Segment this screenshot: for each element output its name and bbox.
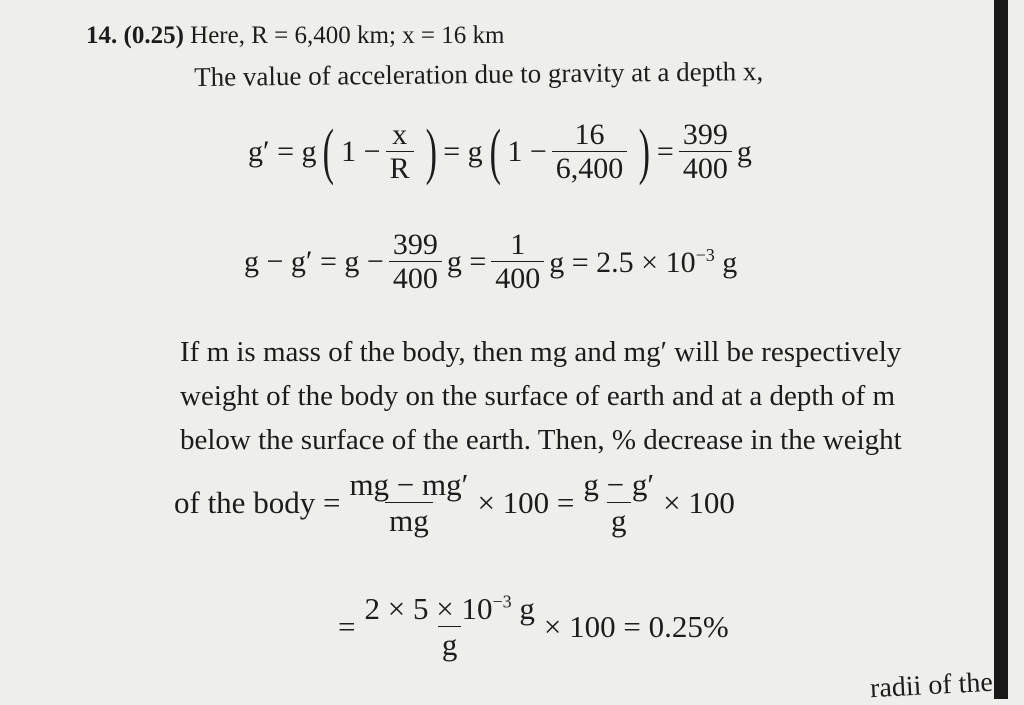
paragraph-line: If m is mass of the body, then mg and mg′ will be respectively: [180, 336, 902, 368]
paragraph-line: below the surface of the earth. Then, % decrease in the weight: [180, 424, 902, 456]
fraction-1-over-400: [491, 228, 544, 297]
fraction-numerator: $2 \times 5 \times 10^{-3}$ g: [364, 591, 535, 626]
answer-value: (0.25): [123, 22, 184, 49]
question-number: 14.: [86, 22, 118, 49]
eq1-lhs: g′ = g: [248, 135, 317, 169]
fraction-denominator: 6,400: [552, 151, 628, 187]
fraction-gravity-ratio: [579, 468, 658, 539]
solution-heading: [86, 22, 504, 50]
eq2-lhs: g − g′ = g −: [244, 245, 384, 279]
eq2-mid: g =: [446, 245, 487, 279]
fraction-denominator: 400: [679, 151, 732, 187]
fraction-x-over-R: [386, 118, 414, 187]
fraction-weight-ratio: [345, 468, 472, 539]
fraction-numerator: 16: [574, 118, 605, 151]
fraction-numerator: 399: [392, 228, 438, 261]
fraction-numerator: g − g′: [583, 467, 655, 502]
paragraph-line: weight of the body on the surface of earth and at a depth of m: [180, 380, 896, 412]
fraction-numerator: 1: [510, 228, 526, 261]
fraction-denominator: 400: [389, 261, 442, 297]
eq4-tail: × 100 = 0.25%: [543, 609, 729, 645]
equation-gravity-difference: [244, 228, 737, 297]
explanation-paragraph: [180, 330, 1010, 462]
fraction-16-over-6400: [552, 118, 628, 187]
fraction-399-over-400: [389, 228, 442, 297]
fraction-result: [360, 592, 538, 663]
fraction-numerator: mg − mg′: [349, 467, 469, 502]
given-values: Here, R = 6,400 km; x = 16 km: [190, 22, 505, 49]
open-paren-icon: (: [489, 118, 501, 187]
eq3-lhs: of the body =: [174, 485, 341, 521]
equation-gravity-depth: g′ = g ( 1 − $\frac{x}{R}$ ) = g ( 1 − $\frac{16}{6,400}$ ) = $\frac{399}{400}$ g: [248, 118, 752, 187]
eq1-mid: = g: [443, 135, 483, 169]
fraction-denominator: g: [438, 626, 462, 663]
equation-percent-decrease: [174, 468, 735, 539]
eq4-lhs: =: [338, 609, 356, 645]
fraction-399-over-400: [679, 118, 732, 187]
eq3-mid: × 100 =: [477, 485, 575, 521]
intro-line: The value of acceleration due to gravity at a depth x,: [194, 56, 764, 92]
equation-final-result: [338, 592, 729, 663]
open-paren-icon: (: [323, 118, 335, 187]
fraction-numerator: x: [392, 118, 408, 151]
eq2-tail: $g = 2.5 \times 10^{-3}$ g: [549, 244, 738, 279]
close-paren-icon: ): [638, 118, 651, 187]
fraction-denominator: 400: [491, 261, 544, 297]
close-paren-icon: ): [425, 118, 437, 187]
fraction-denominator: R: [386, 151, 414, 187]
eq1-tail: g: [736, 135, 752, 169]
fraction-denominator: g: [607, 502, 631, 539]
cut-off-text: radii of the: [869, 666, 994, 705]
fraction-denominator: mg: [385, 502, 433, 539]
eq3-tail: × 100: [663, 485, 735, 521]
fraction-numerator: 399: [682, 118, 728, 151]
